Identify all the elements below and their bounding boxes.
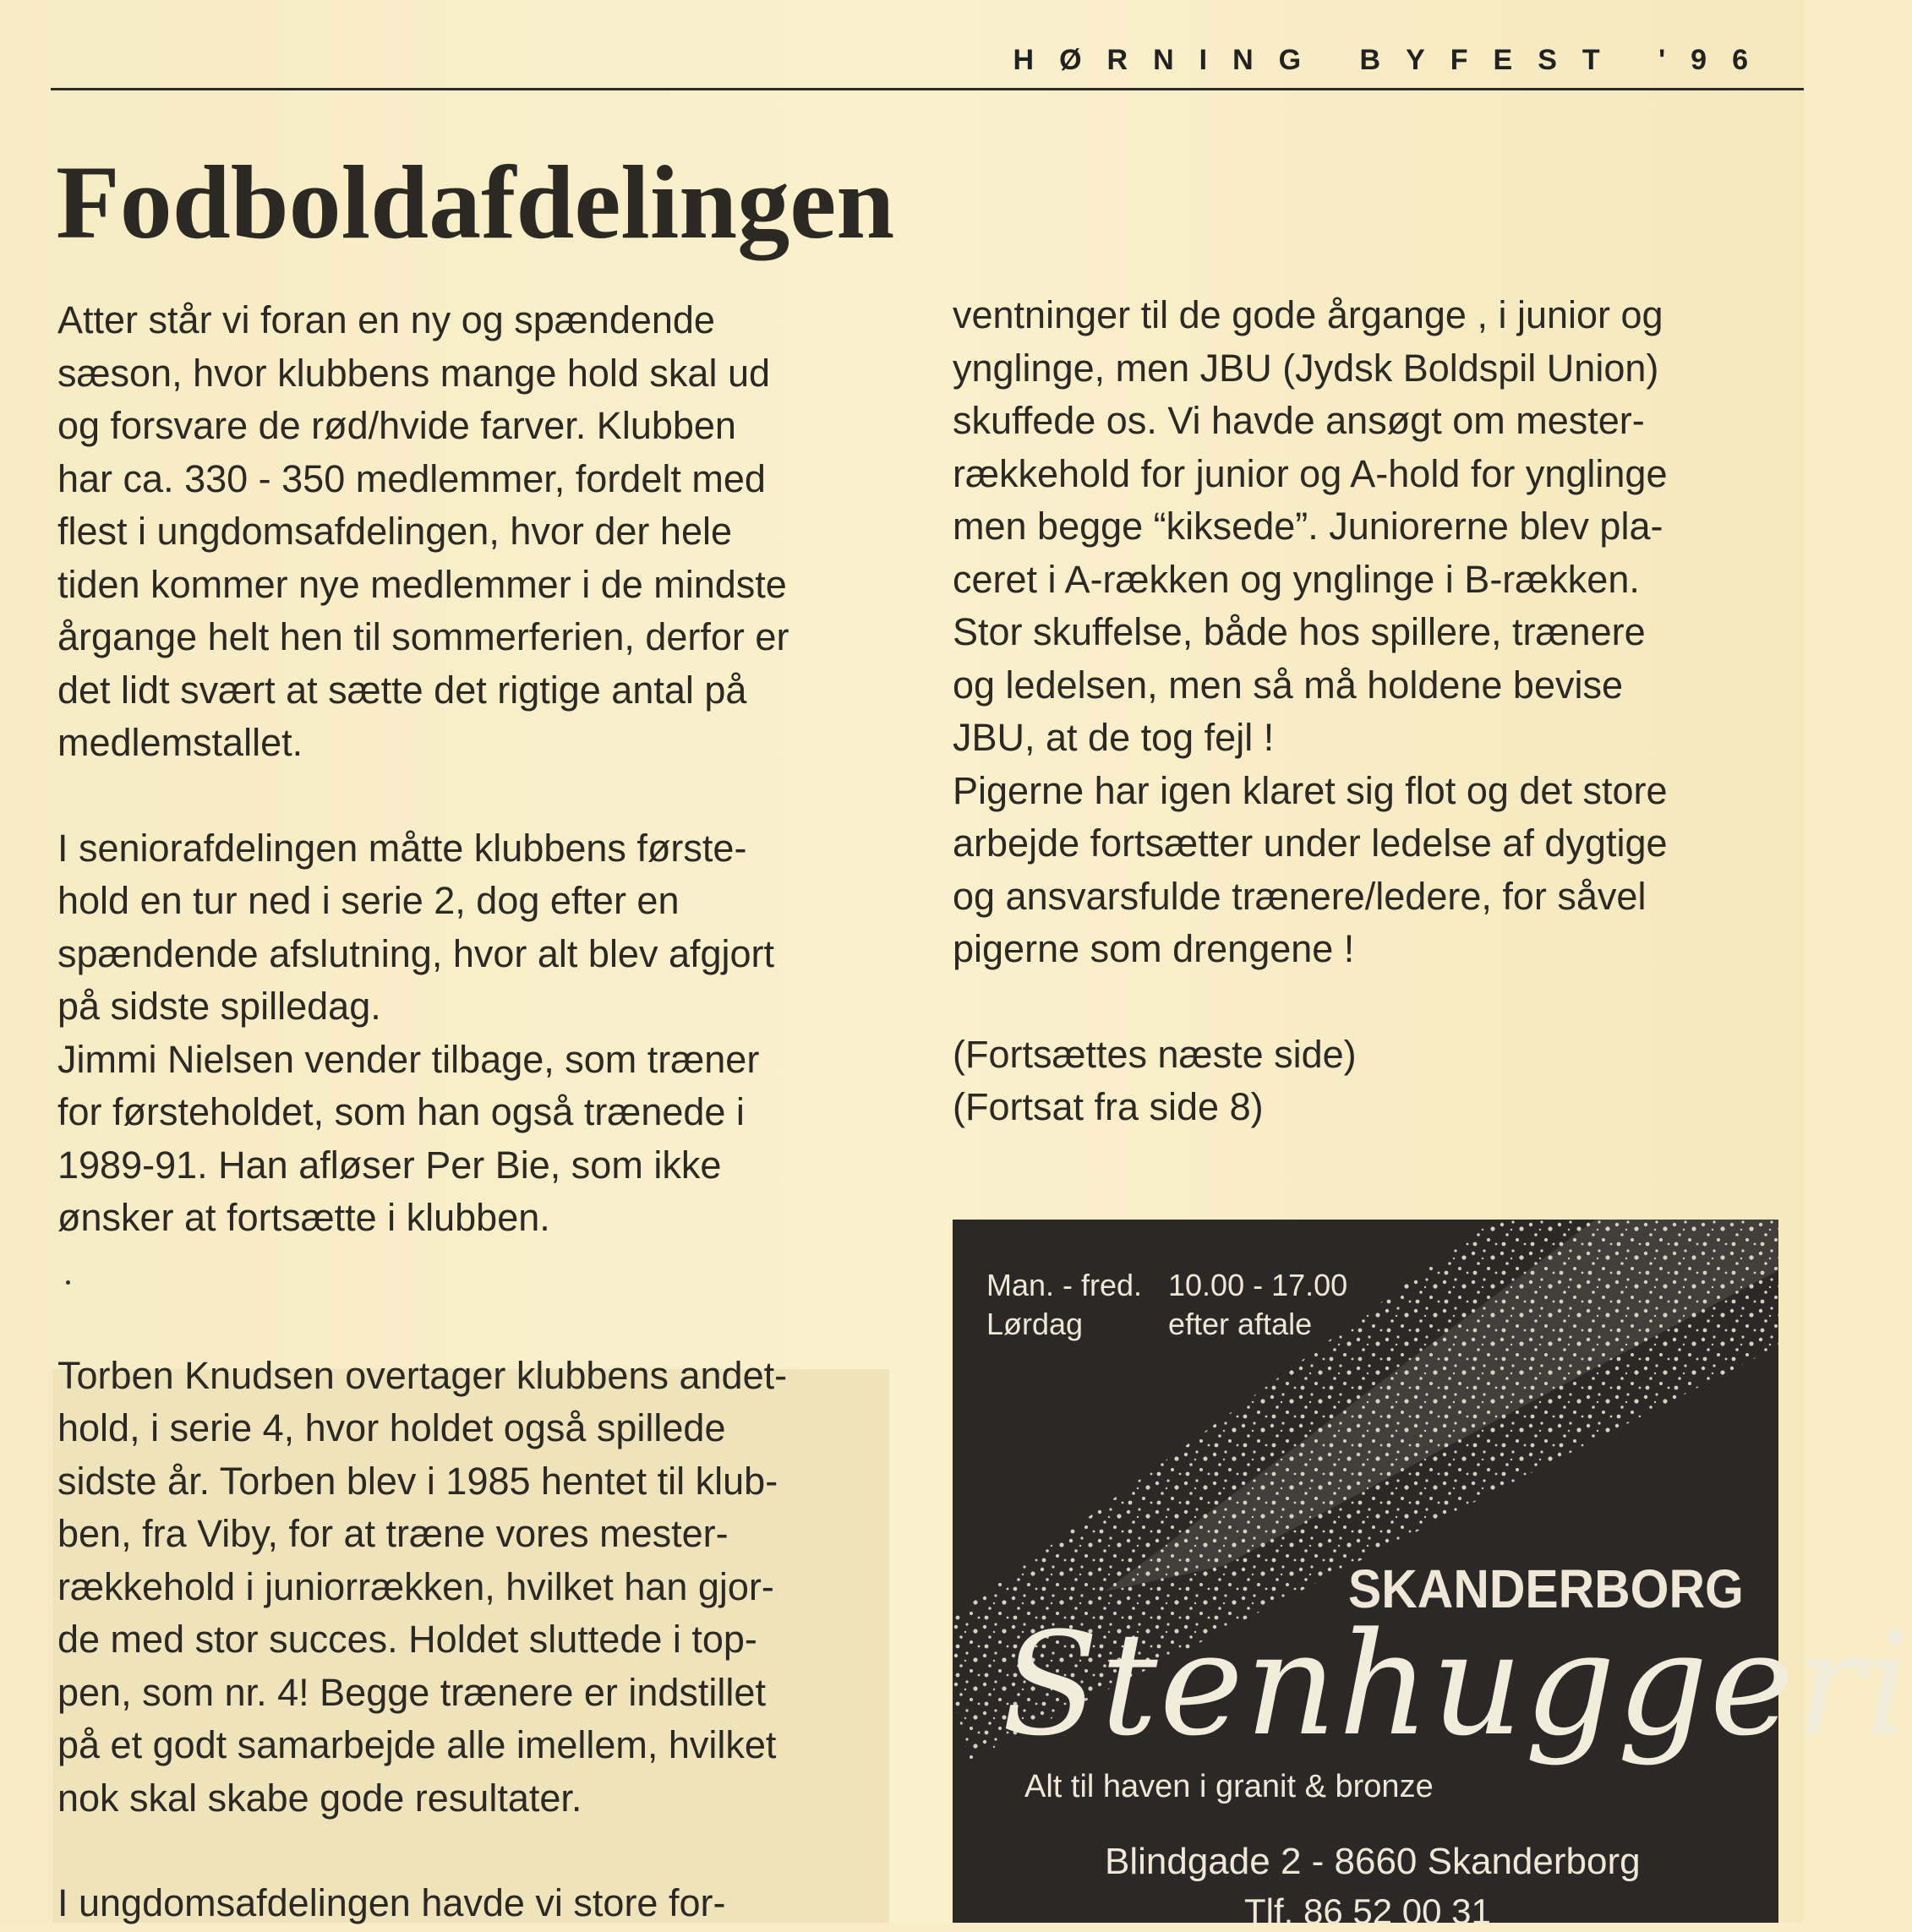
- continued-next-note: (Fortsættes næste side): [953, 1032, 1357, 1076]
- text-line: ceret i A-rækken og ynglinge i B-rækken.: [953, 557, 1640, 601]
- text-line: ynglinge, men JBU (Jydsk Boldspil Union): [953, 346, 1659, 390]
- stray-dot: [57, 1245, 894, 1350]
- text-line: medlemstallet.: [57, 721, 303, 764]
- text-line: Stor skuffelse, både hos spillere, trænere: [953, 610, 1646, 653]
- text-line: flest i ungdomsafdelingen, hvor der hele: [57, 510, 733, 553]
- text-line: ønsker at fortsætte i klubben.: [57, 1196, 550, 1239]
- text-line: spændende afslutning, hvor alt blev afgjort: [57, 931, 775, 975]
- saturday-label: Lørdag: [986, 1307, 1084, 1341]
- text-line: rækkehold for junior og A-hold for ynglinge: [953, 451, 1668, 495]
- ad-business-name: Stenhuggeri: [1002, 1602, 1912, 1767]
- article-left-column: [57, 294, 894, 1930]
- text-line: og ledelsen, men så må holdene bevise: [953, 663, 1624, 707]
- header-rule: [51, 88, 1804, 90]
- text-line: arbejde fortsætter under ledelse af dygtige: [953, 821, 1668, 865]
- paragraph-seniors: [57, 822, 894, 1245]
- saturday-time: efter aftale: [1168, 1307, 1313, 1341]
- text-line: skuffede os. Vi havde ansøgt om mester-: [953, 399, 1645, 442]
- paragraph-youth: [57, 1877, 894, 1930]
- ad-phone: Tlf. 86 52 00 31: [1244, 1891, 1491, 1931]
- text-line: rækkehold i juniorrækken, hvilket han gjor-: [57, 1564, 774, 1608]
- text-line: Torben Knudsen overtager klubbens andet-: [57, 1353, 788, 1397]
- text-line: ben, fra Viby, for at træne vores mester-: [57, 1512, 729, 1555]
- text-line: Atter står vi foran en ny og spændende: [57, 298, 715, 341]
- ad-address: Blindgade 2 - 8660 Skanderborg: [1105, 1841, 1641, 1882]
- text-line: og ansvarsfulde trænere/ledere, for såvel: [953, 874, 1647, 918]
- text-line: Pigerne har igen klaret sig flot og det store: [953, 768, 1668, 812]
- text-line: nok skal skabe gode resultater.: [57, 1776, 582, 1820]
- ad-tagline: Alt til haven i granit & bronze: [1024, 1769, 1434, 1804]
- text-line: for førsteholdet, som han også trænede i: [57, 1090, 745, 1133]
- article-right-column: [953, 289, 1781, 1134]
- paragraph-second-team: [57, 1350, 894, 1826]
- stenhuggeri-advertisement: [953, 1220, 1912, 1931]
- opening-hours: [986, 1266, 1347, 1344]
- text-line: på et godt samarbejde alle imellem, hvilket: [57, 1723, 777, 1766]
- paragraph-youth-continued: [953, 289, 1781, 976]
- text-line: og forsvare de rød/hvide farver. Klubben: [57, 404, 736, 447]
- text-line: JBU, at de tog fejl !: [953, 716, 1275, 759]
- text-line: I seniorafdelingen måtte klubbens første-: [57, 826, 747, 870]
- text-line: årgange helt hen til sommerferien, derfor er: [57, 615, 789, 658]
- magazine-header: HØRNING BYFEST '96: [1013, 44, 1773, 76]
- text-line: hold en tur ned i serie 2, dog efter en: [57, 879, 680, 922]
- text-line: pigerne som drengene !: [953, 927, 1355, 970]
- text-line: I ungdomsafdelingen havde vi store for-: [57, 1881, 726, 1924]
- paragraph-gap: [57, 1825, 894, 1877]
- text-line: tiden kommer nye medlemmer i de mindste: [57, 562, 787, 606]
- text-line: men begge “kiksede”. Juniorerne blev pla-: [953, 505, 1663, 548]
- text-line: pen, som nr. 4! Begge trænere er indstillet: [57, 1670, 766, 1714]
- text-line: sidste år. Torben blev i 1985 hentet til klub-: [57, 1459, 778, 1503]
- text-line: de med stor succes. Holdet sluttede i top-: [57, 1618, 757, 1661]
- text-line: på sidste spilledag.: [57, 985, 381, 1028]
- weekday-label: Man. - fred.: [986, 1268, 1143, 1302]
- ad-city: SKANDERBORG: [1348, 1558, 1744, 1619]
- text-line: 1989-91. Han afløser Per Bie, som ikke: [57, 1143, 722, 1187]
- paragraph-gap: [57, 770, 894, 822]
- text-line: ventninger til de gode årgange , i junior og: [953, 293, 1663, 336]
- text-line: hold, i serie 4, hvor holdet også spillede: [57, 1406, 726, 1449]
- paragraph-intro: [57, 294, 894, 770]
- article-title: Fodboldafdelingen: [56, 145, 895, 260]
- text-line: det lidt svært at sætte det rigtige antal på: [57, 668, 747, 712]
- paragraph-gap: [953, 976, 1781, 1029]
- weekday-time: 10.00 - 17.00: [1168, 1268, 1348, 1302]
- text-line: sæson, hvor klubbens mange hold skal ud: [57, 351, 771, 395]
- text-line: Jimmi Nielsen vender tilbage, som træner: [57, 1037, 760, 1081]
- continuation-notes: [953, 1029, 1781, 1134]
- text-line: har ca. 330 - 350 medlemmer, fordelt med: [57, 456, 766, 500]
- continued-from-note: (Fortsat fra side 8): [953, 1085, 1264, 1128]
